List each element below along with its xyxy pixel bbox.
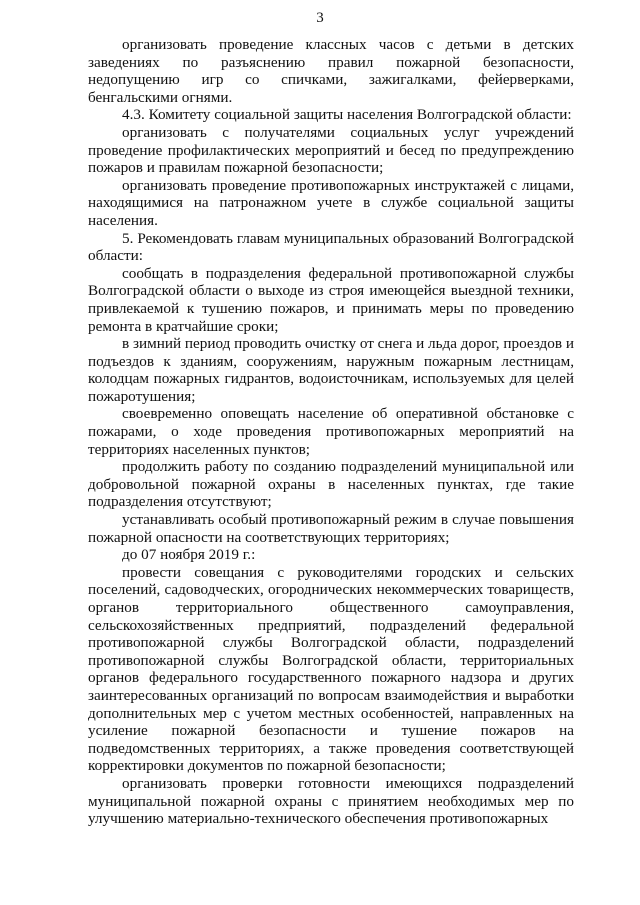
- paragraph-special-fire-regime: устанавливать особый противопожарный режим в случае повышения пожарной опасности на соответствующих территориях;: [88, 511, 574, 546]
- paragraph-class-hours: организовать проведение классных часов с детьми в детских заведениях по разъяснению правил пожарной безопасности, недопущению игр со спичками, зажигалками, фейерверками, бенгальскими огнями.: [88, 36, 574, 106]
- paragraph-notify-population: своевременно оповещать население об оперативной обстановке с пожарами, о ходе проведения противопожарных мероприятий на территориях населенных пунктов;: [88, 405, 574, 458]
- paragraph-winter-cleaning: в зимний период проводить очистку от снега и льда дорог, проездов и подъездов к зданиям, сооружениям, наружным пожарным лестницам, колодцам пожарных гидрантов, водоисточникам, используемых для целей пожаротушения;: [88, 335, 574, 405]
- paragraph-report-equipment: сообщать в подразделения федеральной противопожарной службы Волгоградской области о выходе из строя имеющейся выездной техники, привлекаемой к тушению пожаров, и принимать меры по проведению ремонта в кратчайшие сроки;: [88, 264, 574, 335]
- paragraph-create-fire-units: продолжить работу по созданию подразделений муниципальной или добровольной пожарной охраны в населенных пунктах, где такие подразделения отсутствуют;: [88, 458, 574, 511]
- paragraph-deadline: до 07 ноября 2019 г.:: [122, 546, 256, 564]
- paragraph-readiness-checks: организовать проверки готовности имеющихся подразделений муниципальной пожарной охраны с принятием необходимых мер по улучшению материально-технического обеспечения противопожарных: [88, 774, 574, 828]
- document-body: [88, 36, 574, 828]
- paragraph-meetings: провести совещания с руководителями городских и сельских поселений, садоводческих, огороднических некоммерческих товариществ, органов территориального общественного самоуправления, сельскохозяйственных предприятий, подразделений федеральной противопожарной службы Волгоградской области, подразделений противопожарной службы Волгоградской области, территориальных органов федерального государственного пожарного надзора и других заинтересованных организаций по вопросам взаимодействия и выработки дополнительных мер с учетом местных особенностей, направленных на усиление пожарной безопасности и тушение пожаров на подведомственных территориях, а также проведения соответствующей корректировки документов по пожарной безопасности;: [88, 563, 574, 775]
- page-number: 3: [316, 10, 324, 26]
- paragraph-section-4-3: 4.3. Комитету социальной защиты населения Волгоградской области:: [122, 106, 572, 124]
- paragraph-fire-briefings: организовать проведение противопожарных инструктажей с лицами, находящимися на патронажном учете в службе социальной защиты населения.: [88, 176, 574, 229]
- paragraph-social-services-events: организовать с получателями социальных услуг учреждений проведение профилактических мероприятий и бесед по предупреждению пожаров и правилам пожарной безопасности;: [88, 123, 574, 177]
- paragraph-section-5: 5. Рекомендовать главам муниципальных образований Волгоградской области:: [88, 229, 574, 265]
